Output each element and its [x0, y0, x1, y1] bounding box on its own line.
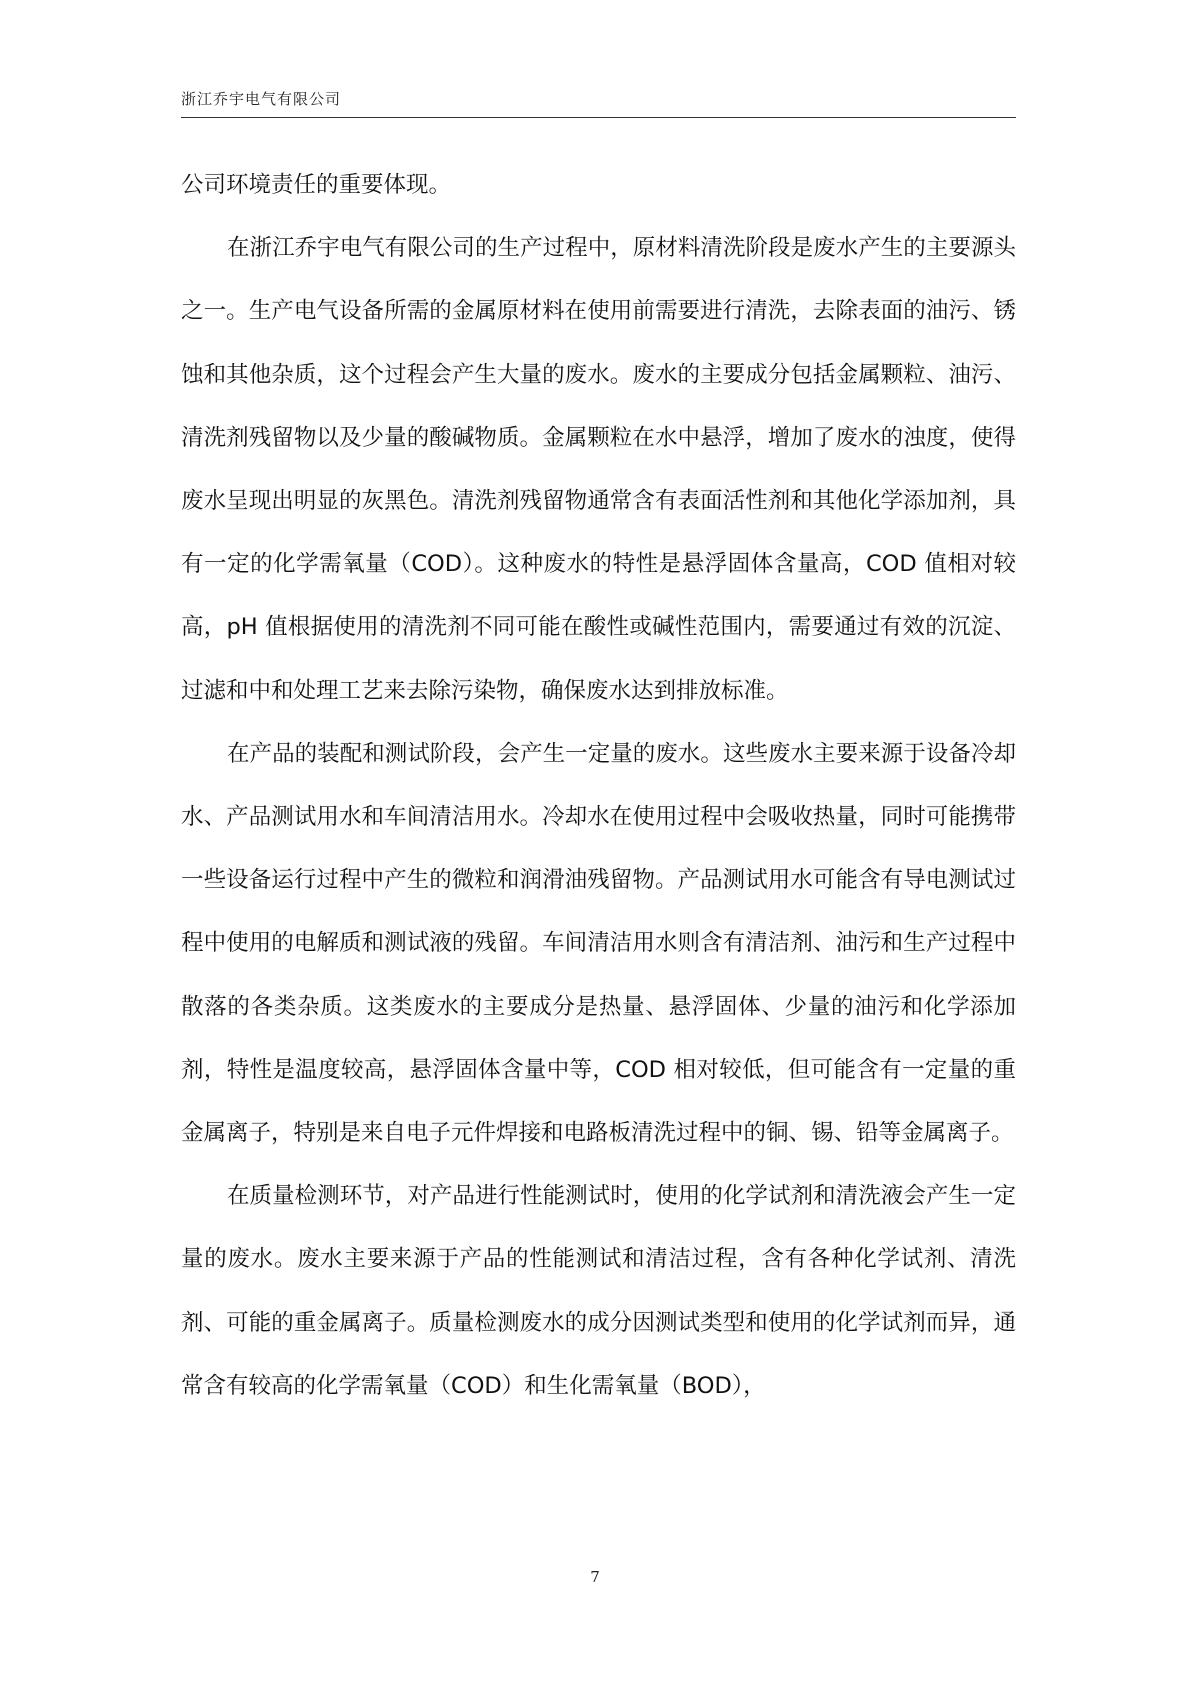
paragraph-continuation: 公司环境责任的重要体现。: [181, 172, 452, 198]
header-divider: [181, 117, 1016, 118]
paragraph-quality-inspection: 在质量检测环节，对产品进行性能测试时，使用的化学试剂和清洗液会产生一定量的废水。废水主要来源于产品的性能测试和清洁过程，含有各种化学试剂、清洗剂、可能的重金属离子。质量检测废水的成分因测试类型和使用的化学试剂而异，通常含有较高的化学需氧量（COD）和生化需氧量（BOD），: [181, 1183, 1016, 1399]
paragraph-assembly-testing: 在产品的装配和测试阶段，会产生一定量的废水。这些废水主要来源于设备冷却水、产品测试用水和车间清洁用水。冷却水在使用过程中会吸收热量，同时可能携带一些设备运行过程中产生的微粒和润滑油残留物。产品测试用水可能含有导电测试过程中使用的电解质和测试液的残留。车间清洁用水则含有清洁剂、油污和生产过程中散落的各类杂质。这类废水的主要成分是热量、悬浮固体、少量的油污和化学添加剂，特性是温度较高，悬浮固体含量中等，COD 相对较低，但可能含有一定量的重金属离子，特别是来自电子元件焊接和电路板清洗过程中的铜、锡、铅等金属离子。: [181, 740, 1016, 1147]
body-text: [181, 154, 1016, 1418]
paragraph-raw-material-cleaning: 在浙江乔宇电气有限公司的生产过程中，原材料清洗阶段是废水产生的主要源头之一。生产电气设备所需的金属原材料在使用前需要进行清洗，去除表面的油污、锈蚀和其他杂质，这个过程会产生大量的废水。废水的主要成分包括金属颗粒、油污、清洗剂残留物以及少量的酸碱物质。金属颗粒在水中悬浮，增加了废水的浊度，使得废水呈现出明显的灰黑色。清洗剂残留物通常含有表面活性剂和其他化学添加剂，具有一定的化学需氧量（COD）。这种废水的特性是悬浮固体含量高，COD 值相对较高，pH 值根据使用的清洗剂不同可能在酸性或碱性范围内，需要通过有效的沉淀、过滤和中和处理工艺来去除污染物，确保废水达到排放标准。: [181, 235, 1016, 704]
page-number: 7: [590, 1568, 600, 1586]
running-header: 浙江乔宇电气有限公司: [181, 90, 342, 108]
